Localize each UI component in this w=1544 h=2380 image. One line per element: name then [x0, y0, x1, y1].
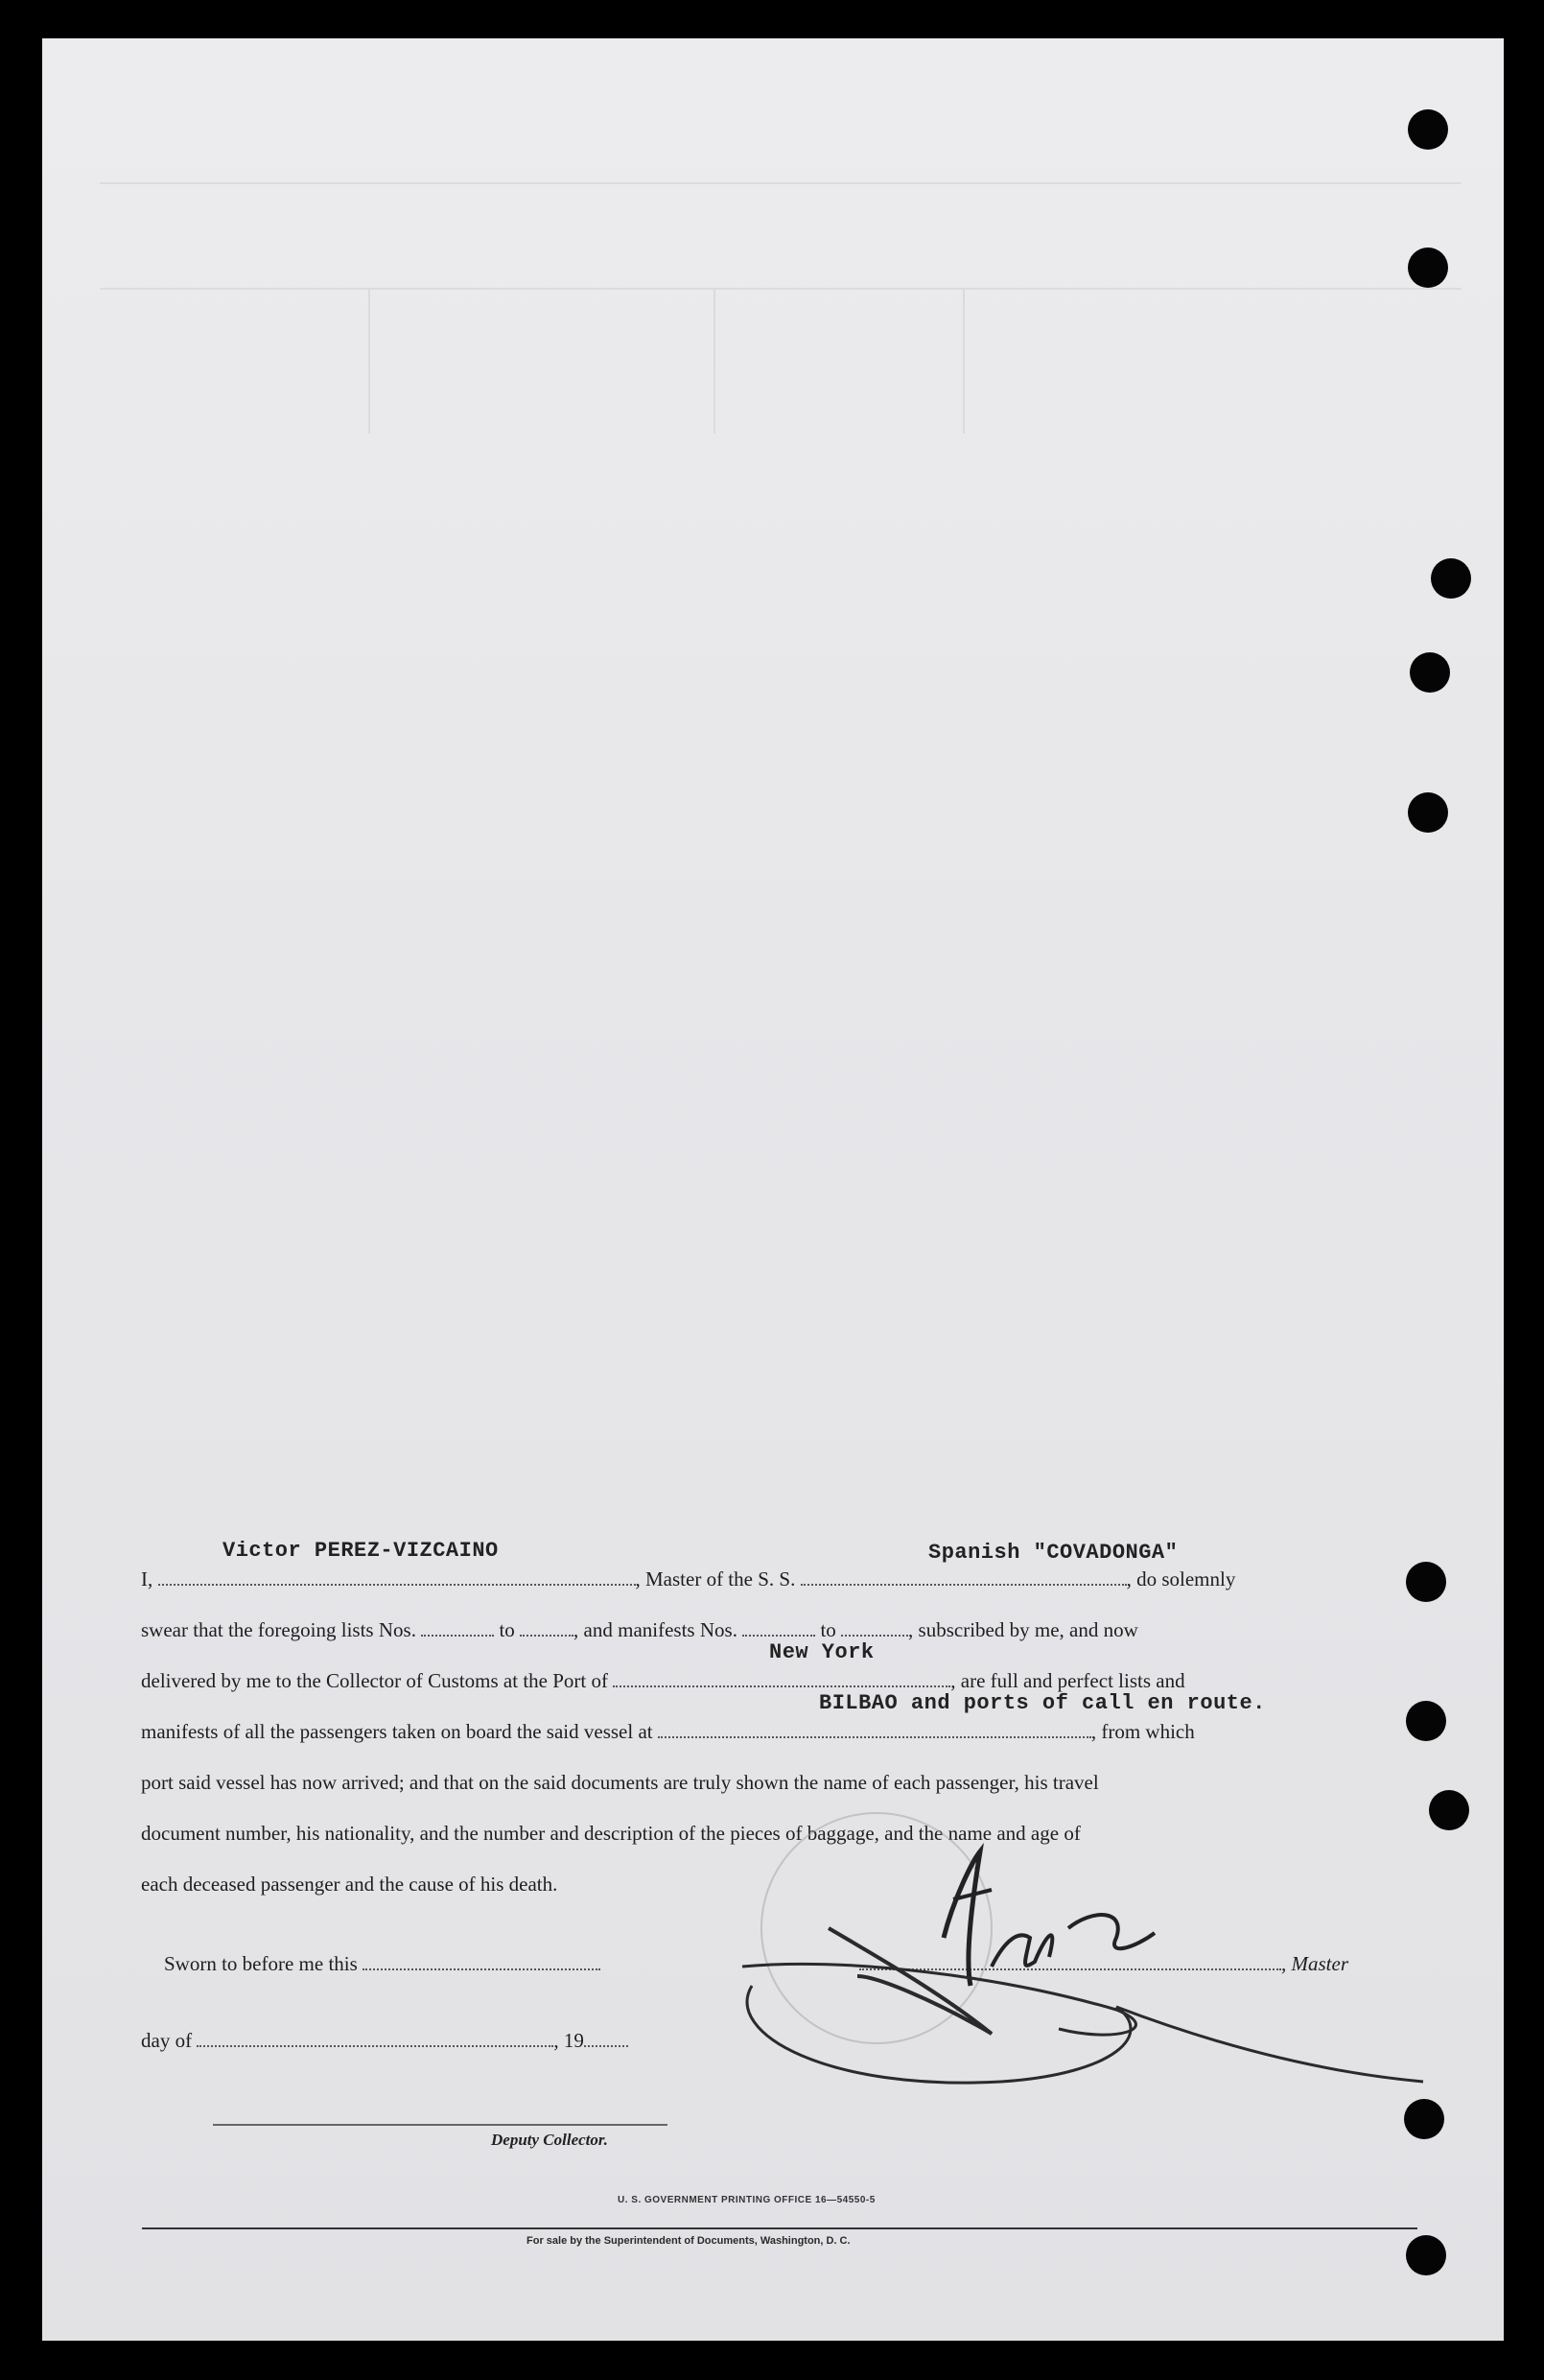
sworn-date-field[interactable] [363, 1955, 600, 1970]
day-month-field[interactable] [197, 2032, 553, 2047]
oath-line-5: port said vessel has now arrived; and that on the said documents are truly shown the name of each passenger, his travel [141, 1771, 1099, 1794]
deputy-collector-label: Deputy Collector. [491, 2131, 608, 2149]
port-of-departure-field[interactable] [658, 1723, 1091, 1738]
oath-line-4 [141, 1720, 1195, 1744]
sworn-label: Sworn to before me this [164, 1952, 358, 1975]
year-field[interactable] [584, 2032, 628, 2047]
punch-hole [1410, 652, 1450, 693]
port-of-arrival-typed: New York [769, 1640, 875, 1664]
master-name-field[interactable] [158, 1570, 636, 1586]
vessel-name-typed: Spanish "COVADONGA" [928, 1541, 1179, 1565]
master-name-typed: Victor PEREZ-VIZCAINO [222, 1539, 499, 1563]
oath-line-2 [141, 1618, 1138, 1642]
punch-hole [1408, 792, 1448, 833]
day-of-label: day of [141, 2029, 193, 2052]
oath-do-solemnly: , do solemnly [1126, 1567, 1236, 1591]
deputy-signature-rule [213, 2124, 667, 2126]
manifest-page [42, 38, 1504, 2341]
punch-hole [1406, 1562, 1446, 1602]
oath-master-of-ss: , Master of the S. S. [635, 1567, 796, 1591]
year-prefix: , 19 [553, 2029, 584, 2052]
oath-swear-lists: swear that the foregoing lists Nos. [141, 1618, 416, 1641]
footer-rule [142, 2227, 1417, 2229]
port-of-arrival-field[interactable] [613, 1672, 950, 1687]
punch-hole [1408, 109, 1448, 150]
oath-line-3 [141, 1669, 1185, 1693]
oath-manifests-taken: manifests of all the passengers taken on board the said vessel at [141, 1720, 653, 1743]
oath-i: I, [141, 1567, 153, 1591]
punch-hole [1404, 2099, 1444, 2139]
oath-from-which: , from which [1090, 1720, 1195, 1743]
gpo-imprint: U. S. GOVERNMENT PRINTING OFFICE 16—54550-5 [618, 2195, 876, 2205]
sworn-line [164, 1952, 600, 1976]
sale-notice: For sale by the Superintendent of Documents, Washington, D. C. [526, 2235, 851, 2247]
oath-delivered: delivered by me to the Collector of Customs at the Port of [141, 1669, 608, 1692]
oath-full-perfect: , are full and perfect lists and [950, 1669, 1185, 1692]
oath-to-1: to [499, 1618, 515, 1641]
punch-hole [1431, 558, 1471, 599]
punch-hole [1429, 1790, 1469, 1830]
manifests-to-field[interactable] [841, 1621, 908, 1637]
lists-to-field[interactable] [520, 1621, 573, 1637]
bleed-through-header [42, 38, 1504, 441]
punch-hole [1406, 1701, 1446, 1741]
oath-subscribed: , subscribed by me, and now [908, 1618, 1138, 1641]
oath-line-7: each deceased passenger and the cause of his death. [141, 1873, 558, 1896]
master-label: , Master [1281, 1952, 1348, 1975]
lists-from-field[interactable] [421, 1621, 494, 1637]
oath-line-1 [141, 1567, 1235, 1591]
port-of-departure-typed: BILBAO and ports of call en route. [819, 1691, 1266, 1715]
master-signature-image [714, 1794, 1442, 2110]
oath-manifests-nos: , and manifests Nos. [573, 1618, 737, 1641]
punch-hole [1406, 2235, 1446, 2275]
day-line [141, 2029, 628, 2053]
punch-hole [1408, 247, 1448, 288]
oath-to-2: to [820, 1618, 836, 1641]
manifests-from-field[interactable] [742, 1621, 815, 1637]
oath-line-6: document number, his nationality, and the number and description of the pieces of baggage, and the name and age of [141, 1822, 1081, 1845]
vessel-name-field[interactable] [801, 1570, 1127, 1586]
